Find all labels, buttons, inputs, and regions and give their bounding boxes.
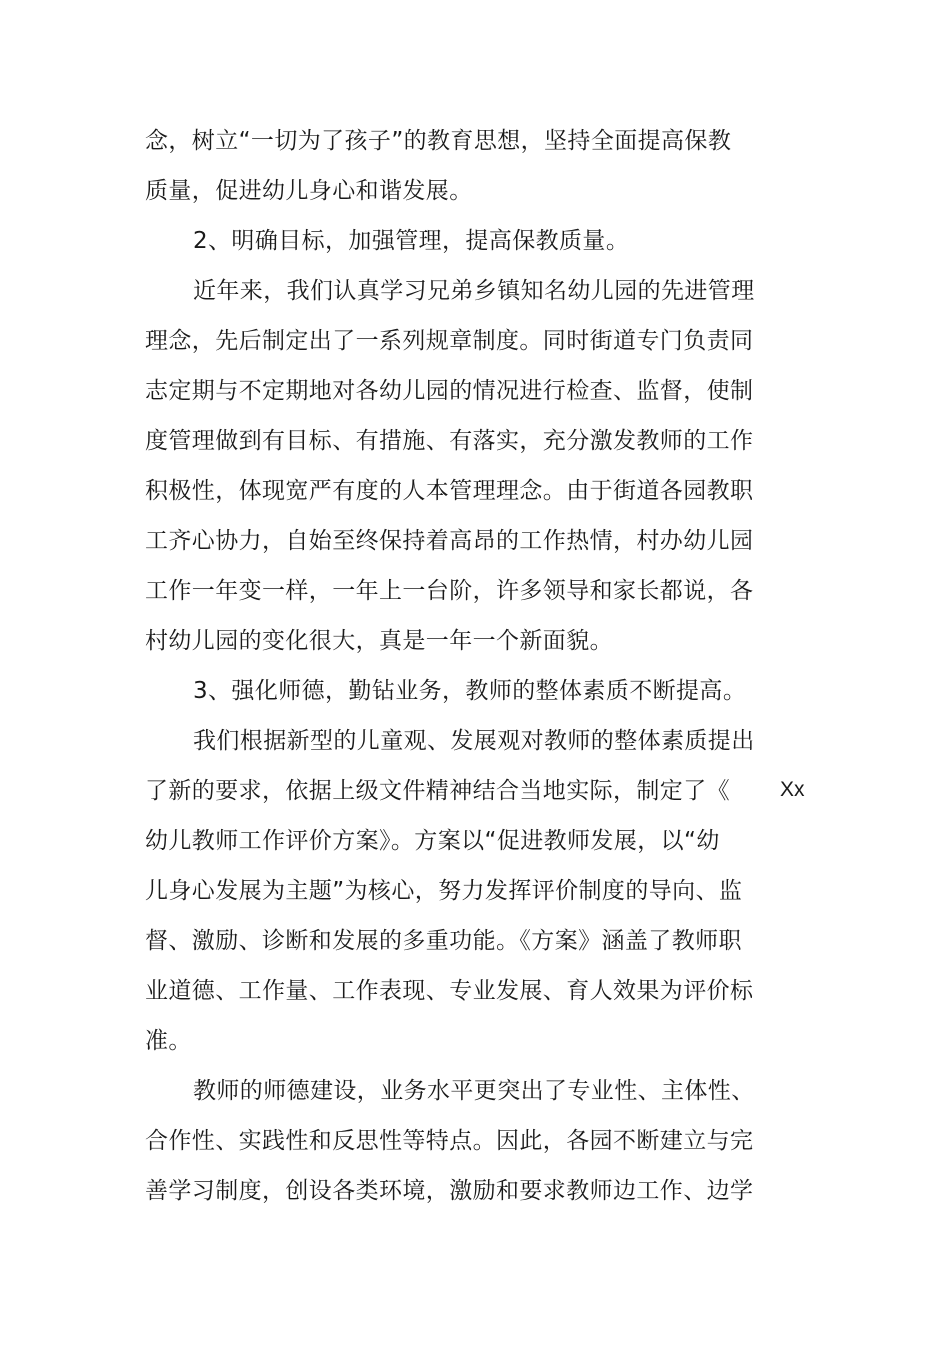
text-line: 志定期与不定期地对各幼儿园的情况进行检查、监督，使制 xyxy=(145,378,754,404)
text-line: 工齐心协力，自始至终保持着高昂的工作热情，村办幼儿园 xyxy=(145,528,754,554)
text-line: 准。 xyxy=(145,1028,192,1054)
text-line: 儿身心发展为主题”为核心，努力发挥评价制度的导向、监 xyxy=(145,878,743,904)
text-line: 幼儿教师工作评价方案》。方案以“促进教师发展，以“幼 xyxy=(145,828,720,854)
text-line: 督、激励、诊断和发展的多重功能。《方案》涵盖了教师职 xyxy=(145,928,742,954)
text-line: 善学习制度，创设各类环境，激励和要求教师边工作、边学 xyxy=(145,1178,754,1204)
text-line: 我们根据新型的儿童观、发展观对教师的整体素质提出 xyxy=(193,728,755,754)
text-line: 近年来，我们认真学习兄弟乡镇知名幼儿园的先进管理 xyxy=(193,278,755,304)
section-heading: 3、强化师德，勤钻业务，教师的整体素质不断提高。 xyxy=(193,678,747,704)
text-line: 教师的师德建设，业务水平更突出了专业性、主体性、 xyxy=(193,1078,755,1104)
text-line: 积极性，体现宽严有度的人本管理理念。由于街道各园教职 xyxy=(145,478,754,504)
text-line: 理念，先后制定出了一系列规章制度。同时街道专门负责同 xyxy=(145,328,754,354)
text-line: 村幼儿园的变化很大，真是一年一个新面貌。 xyxy=(145,628,613,654)
text-line: 念，树立“一切为了孩子”的教育思想，坚持全面提高保教 xyxy=(145,128,732,154)
text-line: 工作一年变一样，一年上一台阶，许多领导和家长都说，各 xyxy=(145,578,754,604)
section-heading: 2、明确目标，加强管理，提高保教质量。 xyxy=(193,228,630,254)
margin-note: Xx xyxy=(780,778,805,801)
text-line: 合作性、实践性和反思性等特点。因此，各园不断建立与完 xyxy=(145,1128,754,1154)
text-line: 质量，促进幼儿身心和谐发展。 xyxy=(145,178,473,204)
text-line: 度管理做到有目标、有措施、有落实，充分激发教师的工作 xyxy=(145,428,754,454)
text-line: 了新的要求，依据上级文件精神结合当地实际，制定了《 xyxy=(145,778,730,804)
text-line: 业道德、工作量、工作表现、专业发展、育人效果为评价标 xyxy=(145,978,754,1004)
